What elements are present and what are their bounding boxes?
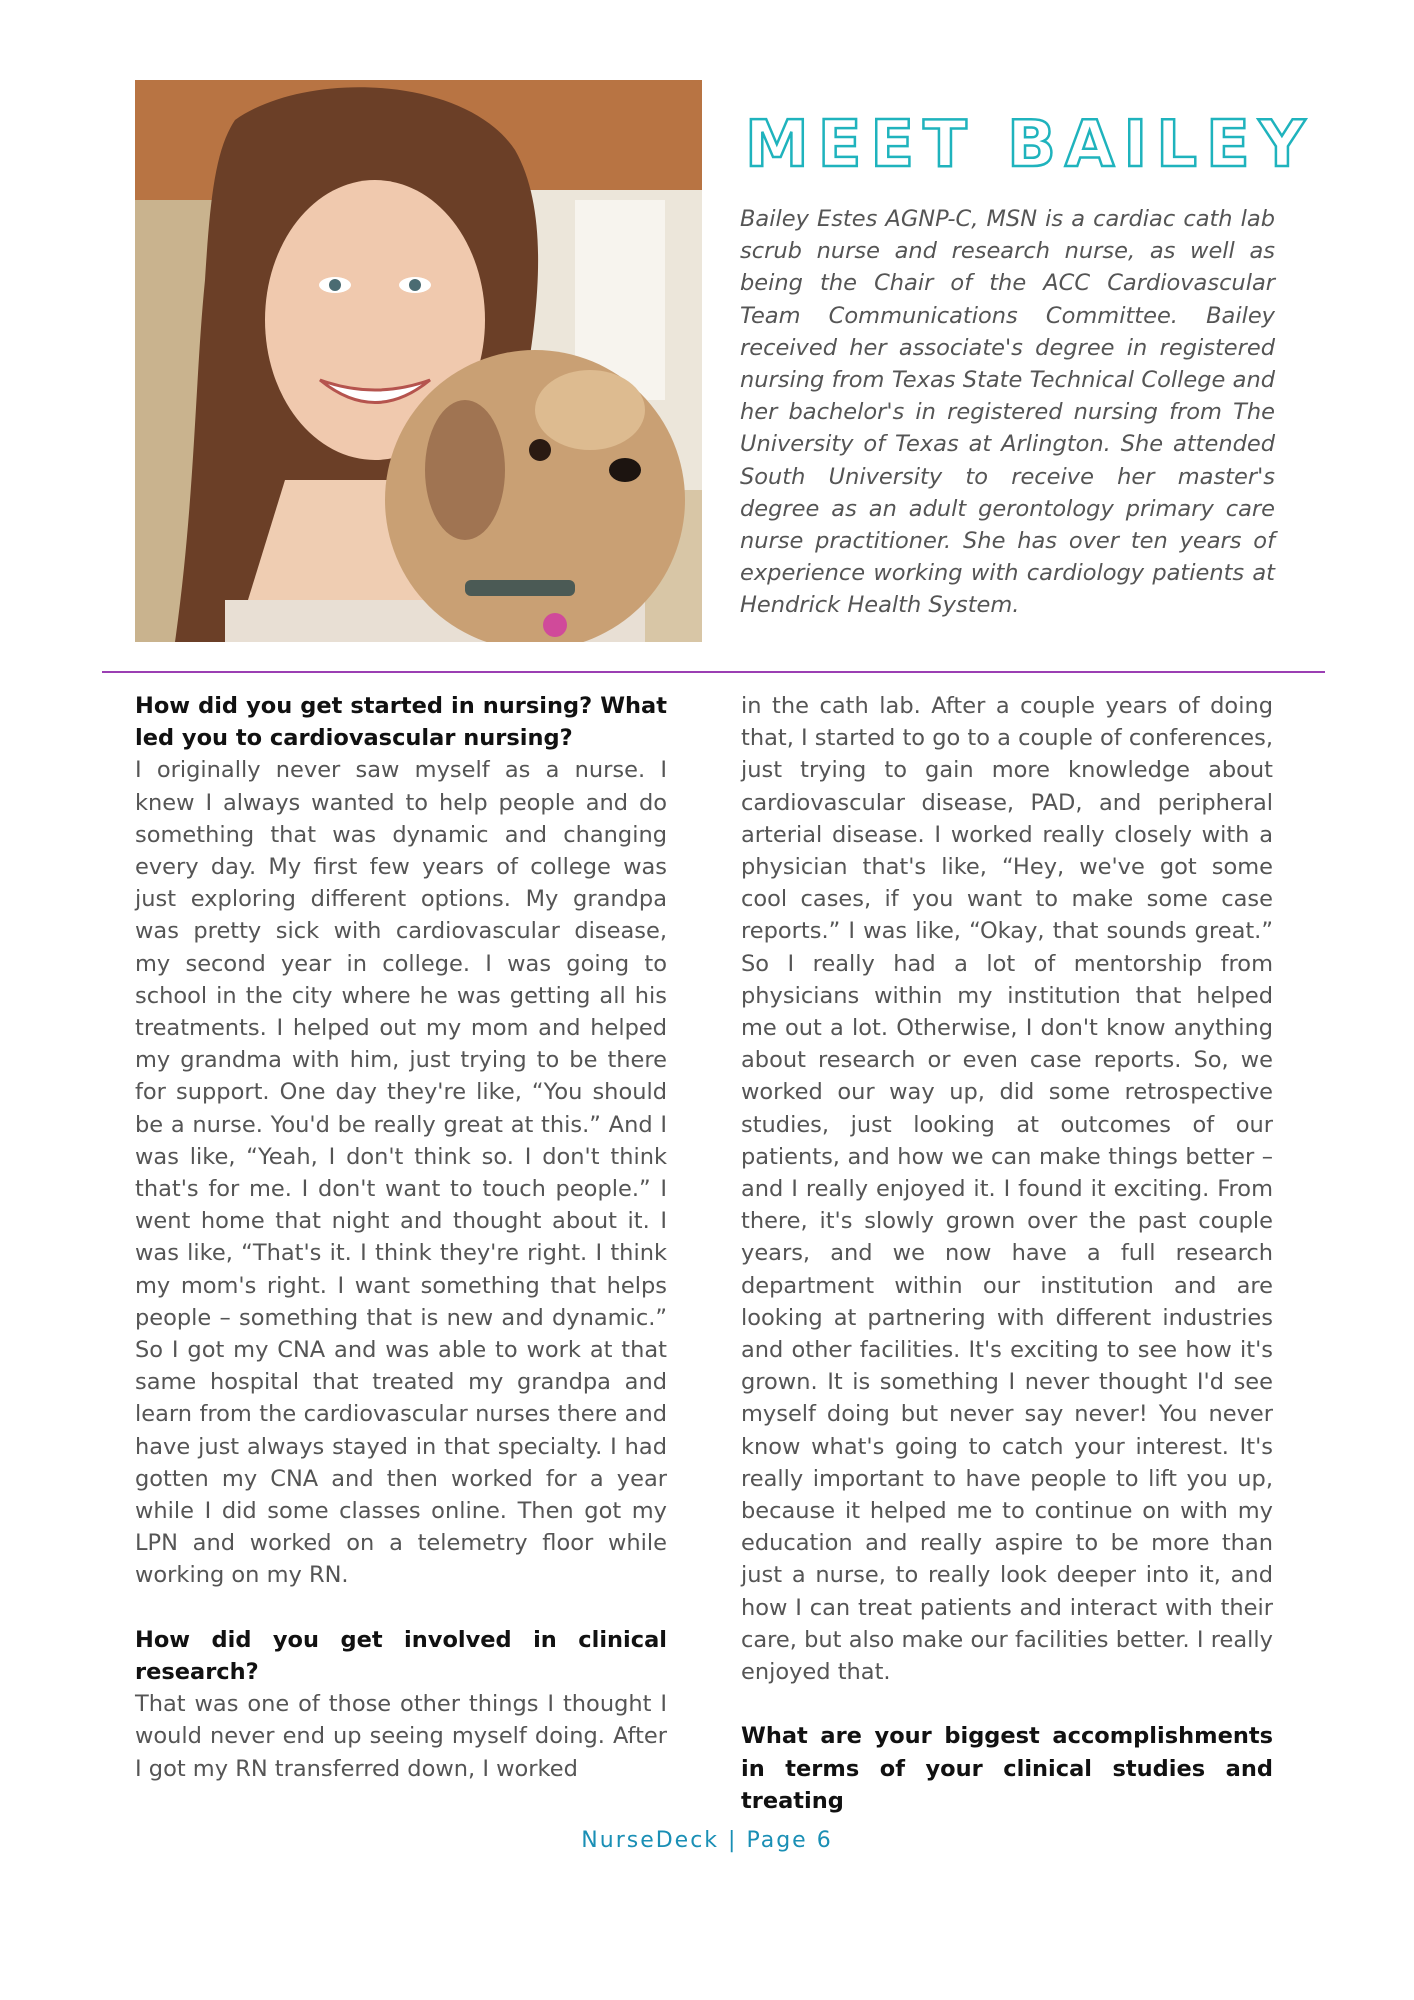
spacer	[135, 1592, 667, 1624]
answer-1: I originally never saw myself as a nurse. I knew I always wanted to help people and do something that was dynamic and changing every day. My first few years of college was just exploring different options. My grandpa was pretty sick with cardiovascular disease, my second year in college. I was going to school in the city where he was getting all his treatments. I helped out my mom and helped my grandma with him, just trying to be there for support. One day they're like, “You should be a nurse. You'd be really great at this.” And I was like, “Yeah, I don't think so. I don't think that's for me. I don't want to touch people.” I went home that night and thought about it. I was like, “That's it. I think they're right. I think my mom's right. I want something that helps people – something that is new and dynamic.” So I got my CNA and was able to work at that same hospital that treated my grandpa and learn from the cardiovascular nurses there and have just always stayed in that specialty. I had gotten my CNA and then worked for a year while I did some classes online. Then got my LPN and worked on a telemetry floor while working on my RN.	[135, 757, 667, 1589]
bio-paragraph: Bailey Estes AGNP-C, MSN is a cardiac cath lab scrub nurse and research nurse, as well as being the Chair of the ACC Cardiovascular Team Communications Committee. Bailey received her associate's degree in registered nursing from Texas State Technical College and her bachelor's in registered nursing from The University of Texas at Arlington. She attended South University to receive her master's degree as an adult gerontology primary care nurse practitioner. She has over ten years of experience working with cardiology patients at Hendrick Health System.	[740, 206, 1275, 619]
answer-2-part-1: That was one of those other things I thought I would never end up seeing myself doing. After I got my RN transferred down, I worked	[135, 1691, 667, 1782]
question-3: What are your biggest accomplishments in terms of your clinical studies and treating	[741, 1723, 1273, 1814]
page-title: MEET BAILEY	[745, 108, 1315, 182]
spacer	[741, 1688, 1273, 1720]
section-divider	[102, 671, 1325, 673]
profile-photo	[135, 80, 702, 642]
question-2: How did you get involved in clinical research?	[135, 1626, 667, 1685]
page-footer: NurseDeck | Page 6	[581, 1828, 833, 1853]
right-column	[741, 690, 1273, 1817]
answer-2-part-2: in the cath lab. After a couple years of doing that, I started to go to a couple of conferences, just trying to gain more knowledge about cardiovascular disease, PAD, and peripheral arterial disease. I worked really closely with a physician that's like, “Hey, we've got some cool cases, if you want to make some case reports.” I was like, “Okay, that sounds great.” So I really had a lot of mentorship from physicians within my institution that helped me out a lot. Otherwise, I don't know anything about research or even case reports. So, we worked our way up, did some retrospective studies, just looking at outcomes of our patients, and how we can make things better – and I really enjoyed it. I found it exciting. From there, it's slowly grown over the past couple years, and we now have a full research department within our institution and are looking at partnering with different industries and other facilities. It's exciting to see how it's grown. It is something I never thought I'd see myself doing but never say never! You never know what's going to catch your interest. It's really important to have people to lift you up, because it helped me to continue on with my education and really aspire to be more than just a nurse, to really look deeper into it, and how I can treat patients and interact with their care, but also make our facilities better. I really enjoyed that.	[741, 693, 1273, 1686]
profile-photo-illustration	[135, 80, 702, 642]
left-column	[135, 690, 667, 1785]
question-1: How did you get started in nursing? What led you to cardiovascular nursing?	[135, 693, 667, 752]
